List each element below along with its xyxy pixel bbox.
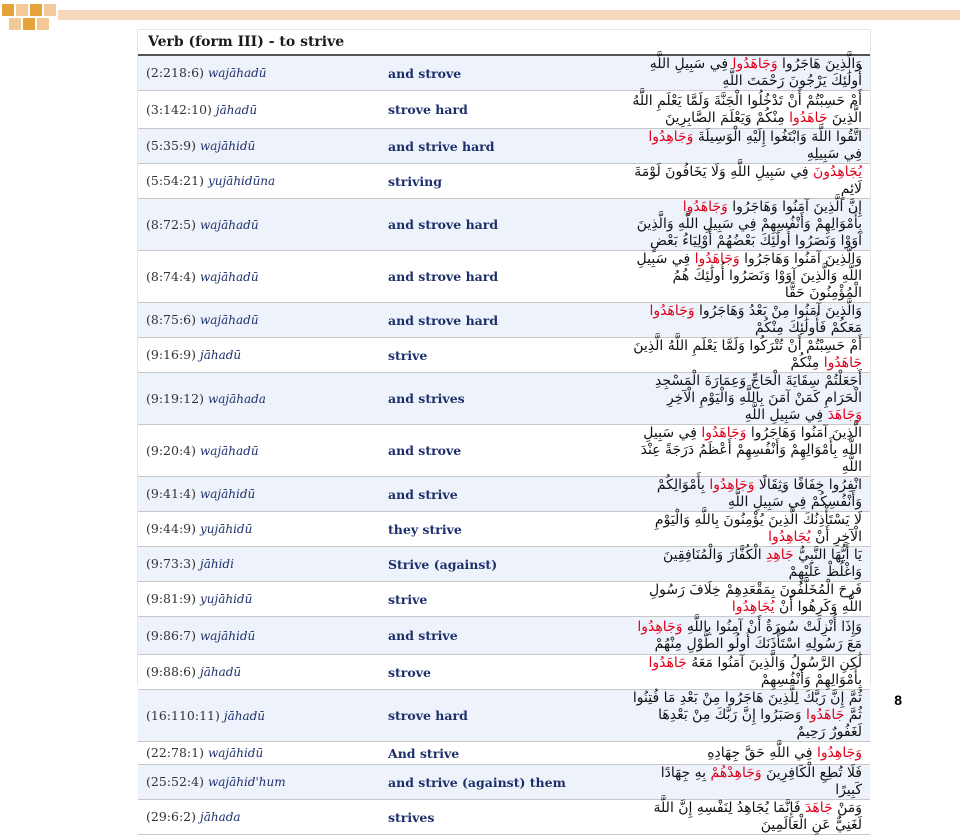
arabic-text-after: فِي سَبِيلِ اللَّهِ وَالَّذِينَ آوَوْا وَنَصَرُوا أُولَٰئِكَ هُمُ الْمُؤْمِنُونَ حَقًّا [636, 251, 862, 301]
verse-reference-cell [138, 512, 382, 547]
verse-reference: (5:35:9) [146, 138, 196, 153]
table-row [138, 582, 870, 617]
arabic-text-before: الَّذِينَ آمَنُوا وَهَاجَرُوا [746, 425, 862, 441]
table-row [138, 742, 870, 765]
arabic-highlighted-verb: يُجَاهِدُوا [768, 529, 811, 545]
deco-square [16, 4, 28, 16]
arabic-highlighted-verb: جَاهَدُوا [789, 109, 828, 126]
english-translation: and strives [382, 373, 626, 425]
table-row [138, 129, 870, 164]
transliteration: yujāhidū [199, 522, 253, 536]
verse-reference-cell [138, 129, 382, 164]
transliteration: wajāhidū [207, 746, 264, 760]
table-row [138, 655, 870, 690]
verse-reference-cell [138, 547, 382, 582]
transliteration: wajāhadū [199, 313, 259, 327]
table-row [138, 765, 870, 800]
verse-reference-cell [138, 742, 382, 765]
arabic-text-after: الْكُفَّارَ وَالْمُنَافِقِينَ وَاغْلُظْ عَلَيْهِمْ [662, 547, 862, 580]
english-translation: strive [382, 338, 626, 373]
arabic-highlighted-verb: جَاهَدُوا [823, 355, 862, 371]
english-translation: and strove [382, 425, 626, 477]
verb-table-panel [138, 30, 870, 833]
english-translation: and strove hard [382, 303, 626, 338]
arabic-text-after: فَإِنَّمَا يُجَاهِدُ لِنَفْسِهِ إِنَّ اللَّهَ لَغَنِيٌّ عَنِ الْعَالَمِينَ [653, 800, 862, 833]
transliteration: wajāhadū [199, 217, 259, 232]
english-translation: and strive [382, 477, 626, 512]
table-row [138, 55, 870, 91]
transliteration: wajāhadū [199, 269, 259, 284]
arabic-verse-cell [626, 582, 870, 617]
verse-reference-cell [138, 164, 382, 199]
verse-reference-cell [138, 800, 382, 835]
arabic-highlighted-verb: وَجَاهَدَ [827, 407, 862, 423]
arabic-text-before: وَالَّذِينَ آمَنُوا مِنْ بَعْدُ وَهَاجَرُوا [694, 303, 862, 319]
verse-reference-cell [138, 251, 382, 303]
arabic-text-after: بِأَمْوَالِكُمْ وَأَنْفُسِكُمْ فِي سَبِيلِ اللَّهِ [656, 477, 862, 510]
verse-reference: (9:88:6) [146, 664, 196, 679]
verse-reference-cell [138, 373, 382, 425]
english-translation: they strive [382, 512, 626, 547]
english-translation: and strive [382, 617, 626, 655]
transliteration: yujāhidūna [207, 174, 276, 188]
verse-reference-cell [138, 477, 382, 512]
verse-reference: (29:6:2) [146, 809, 196, 824]
transliteration: jāhadū [223, 708, 266, 723]
transliteration: yujāhidū [199, 592, 253, 606]
verse-reference: (9:19:12) [146, 390, 204, 406]
arabic-verse-cell [626, 690, 870, 742]
arabic-verse-cell [626, 199, 870, 251]
arabic-highlighted-verb: جَاهَدَ [804, 800, 833, 816]
arabic-highlighted-verb: وَجَاهَدُوا [682, 199, 728, 215]
deco-square [44, 4, 56, 16]
english-translation: strive [382, 582, 626, 617]
english-translation: and strive (against) them [382, 765, 626, 800]
arabic-text-before: إِنَّ الَّذِينَ آمَنُوا وَهَاجَرُوا [727, 199, 862, 215]
arabic-verse-cell [626, 512, 870, 547]
arabic-text-after: فِي اللَّهِ حَقَّ جِهَادِهِ [707, 744, 817, 761]
verse-reference-cell [138, 617, 382, 655]
verse-reference-cell [138, 425, 382, 477]
verb-occurrence-table [138, 30, 870, 835]
arabic-highlighted-verb: وَجَاهَدُوا [694, 251, 740, 267]
verse-reference: (9:73:3) [146, 556, 196, 571]
arabic-verse-cell [626, 251, 870, 303]
arabic-highlighted-verb: وَجَاهِدُوا [637, 618, 683, 635]
arabic-verse-cell [626, 477, 870, 512]
verse-reference: (8:72:5) [146, 216, 196, 232]
arabic-text-after: مَعَ رَسُولِهِ اسْتَأْذَنَكَ أُولُو الطَّوْلِ مِنْهُمْ [654, 635, 862, 652]
english-translation: and strive hard [382, 129, 626, 164]
verse-reference-cell [138, 765, 382, 800]
arabic-verse-cell [626, 55, 870, 91]
arabic-text-before: أَجَعَلْتُمْ سِقَايَةَ الْحَاجِّ وَعِمَارَةَ الْمَسْجِدِ الْحَرَامِ كَمَنْ آمَنَ بِاللَّهِ وَالْيَوْمِ الْآخِرِ [655, 373, 862, 406]
deco-square [23, 18, 35, 30]
arabic-highlighted-verb: جَاهَدُوا [806, 707, 845, 723]
transliteration: wajāhidū [199, 487, 256, 501]
arabic-verse-cell [626, 617, 870, 655]
verse-reference: (2:218:6) [146, 65, 204, 80]
verse-reference-cell [138, 582, 382, 617]
arabic-text-before: وَالَّذِينَ هَاجَرُوا [777, 56, 862, 72]
arabic-text-after: وَصَبَرُوا إِنَّ رَبَّكَ مِنْ بَعْدِهَا لَغَفُورٌ رَحِيمٌ [658, 707, 862, 740]
english-translation: and strove hard [382, 251, 626, 303]
verse-reference: (3:142:10) [146, 101, 212, 117]
deco-square [37, 18, 49, 30]
transliteration: jāhadū [199, 348, 242, 362]
header-bar [58, 10, 960, 20]
arabic-text-before: لَا يَسْتَأْذِنُكَ الَّذِينَ يُؤْمِنُونَ بِاللَّهِ وَالْيَوْمِ الْآخِرِ أَنْ [654, 512, 862, 545]
arabic-highlighted-verb: جَاهِدِ [766, 547, 794, 563]
transliteration: wajāhidū [199, 139, 256, 153]
transliteration: wajāhadū [199, 443, 259, 458]
arabic-verse-cell [626, 765, 870, 800]
verse-reference-cell [138, 55, 382, 91]
verse-reference: (9:44:9) [146, 521, 196, 536]
arabic-highlighted-verb: وَجَاهَدُوا [701, 425, 747, 441]
verse-reference: (25:52:4) [146, 774, 204, 789]
arabic-text-before: انْفِرُوا خِفَافًا وَثِقَالًا [754, 477, 862, 493]
table-title: Verb (form III) - to strive [138, 30, 870, 55]
transliteration: wajāhid'hum [207, 775, 286, 789]
arabic-highlighted-verb: يُجَاهِدُوا [731, 599, 775, 615]
arabic-text-before: اتَّقُوا اللَّهَ وَابْتَغُوا إِلَيْهِ الْوَسِيلَةَ [693, 129, 862, 145]
arabic-text-after: فِي سَبِيلِهِ [806, 146, 862, 162]
arabic-highlighted-verb: وَجَاهِدْهُمْ [710, 765, 762, 781]
verse-reference-cell [138, 655, 382, 690]
arabic-highlighted-verb: وَجَاهِدُوا [648, 129, 694, 145]
header-decoration [0, 0, 960, 34]
table-row [138, 800, 870, 835]
arabic-text-before: أَمْ حَسِبْتُمْ أَنْ تَدْخُلُوا الْجَنَّةَ وَلَمَّا يَعْلَمِ اللَّهُ الَّذِينَ [632, 92, 862, 126]
verse-reference: (8:75:6) [146, 312, 196, 327]
verse-reference-cell [138, 338, 382, 373]
deco-square [30, 4, 42, 16]
verse-reference: (9:81:9) [146, 591, 196, 606]
arabic-verse-cell [626, 547, 870, 582]
arabic-highlighted-verb: جَاهَدُوا [648, 655, 687, 671]
table-row [138, 477, 870, 512]
arabic-highlighted-verb: وَجَاهَدُوا [732, 56, 778, 72]
table-row [138, 425, 870, 477]
transliteration: jāhadū [215, 102, 258, 117]
english-translation: striving [382, 164, 626, 199]
english-translation: strove [382, 655, 626, 690]
arabic-text-before: يَا أَيُّهَا النَّبِيُّ [793, 547, 862, 563]
arabic-text-after: مَعَكُمْ فَأُولَٰئِكَ مِنْكُمْ [755, 320, 862, 336]
arabic-text-before: وَمَنْ [832, 800, 862, 816]
table-row [138, 164, 870, 199]
arabic-highlighted-verb: وَجَاهِدُوا [709, 477, 755, 493]
table-row [138, 91, 870, 129]
arabic-verse-cell [626, 373, 870, 425]
arabic-text-before: فَلَا تُطِعِ الْكَافِرِينَ [761, 765, 862, 781]
arabic-highlighted-verb: وَجَاهِدُوا [816, 744, 862, 761]
arabic-verse-cell [626, 655, 870, 690]
verse-reference: (9:41:4) [146, 486, 196, 501]
table-body [138, 55, 870, 835]
arabic-text-before: وَإِذَا أُنْزِلَتْ سُورَةٌ أَنْ آمِنُوا بِاللَّهِ [682, 618, 862, 635]
arabic-text-after: مِنْكُمْ وَيَعْلَمَ الصَّابِرِينَ [664, 109, 790, 126]
arabic-text-before: وَالَّذِينَ آمَنُوا وَهَاجَرُوا [739, 251, 862, 267]
english-translation: And strive [382, 742, 626, 765]
arabic-verse-cell [626, 164, 870, 199]
table-row [138, 199, 870, 251]
table-row [138, 303, 870, 338]
arabic-verse-cell [626, 425, 870, 477]
table-row [138, 690, 870, 742]
verse-reference-cell [138, 91, 382, 129]
arabic-text-after: بِهِ جِهَادًا كَبِيرًا [660, 765, 862, 798]
english-translation: and strove [382, 55, 626, 91]
transliteration: jāhidi [199, 557, 234, 571]
arabic-verse-cell [626, 800, 870, 835]
arabic-text-before: ثُمَّ إِنَّ رَبَّكَ لِلَّذِينَ هَاجَرُوا مِنْ بَعْدِ مَا فُتِنُوا ثُمَّ [632, 690, 862, 723]
arabic-text-after: فِي سَبِيلِ اللَّهِ أُولَٰئِكَ يَرْجُونَ رَحْمَتَ اللَّهِ [649, 56, 862, 89]
arabic-text-after: بِأَمْوَالِهِمْ وَأَنْفُسِهِمْ [760, 672, 862, 688]
verse-reference: (9:86:7) [146, 627, 196, 643]
verse-reference: (9:16:9) [146, 347, 196, 362]
arabic-verse-cell [626, 303, 870, 338]
arabic-text-after: فِي سَبِيلِ اللَّهِ بِأَمْوَالِهِمْ وَأَنْفُسِهِمْ أَعْظَمُ دَرَجَةً عِنْدَ اللَّهِ [640, 425, 862, 475]
deco-square [9, 18, 21, 30]
transliteration: wajāhada [207, 391, 266, 406]
arabic-highlighted-verb: يُجَاهِدُونَ [813, 164, 862, 180]
table-row [138, 512, 870, 547]
arabic-text-after: بِأَمْوَالِهِمْ وَأَنْفُسِهِمْ فِي سَبِيلِ اللَّهِ وَالَّذِينَ آوَوْا وَنَصَرُوا أُولَٰئِكَ بَعْضُهُمْ أَوْلِيَاءُ بَعْضٍ [636, 216, 862, 249]
arabic-text-after: فِي سَبِيلِ اللَّهِ وَلَا يَخَافُونَ لَوْمَةَ لَائِمٍ [634, 164, 862, 197]
table-header-row [138, 30, 870, 55]
verse-reference: (16:110:11) [146, 707, 220, 723]
verse-reference: (9:20:4) [146, 442, 196, 458]
arabic-text-before: أَمْ حَسِبْتُمْ أَنْ تُتْرَكُوا وَلَمَّا يَعْلَمِ اللَّهُ الَّذِينَ [633, 338, 862, 354]
arabic-verse-cell [626, 338, 870, 373]
table-row [138, 617, 870, 655]
arabic-text-after: مِنْكُمْ [790, 355, 824, 371]
arabic-verse-cell [626, 129, 870, 164]
english-translation: and strove hard [382, 199, 626, 251]
verse-reference: (8:74:4) [146, 268, 196, 284]
english-translation: strove hard [382, 91, 626, 129]
page-number: 8 [894, 692, 902, 708]
english-translation: Strive (against) [382, 547, 626, 582]
english-translation: strove hard [382, 690, 626, 742]
arabic-text-before: فَرِحَ الْمُخَلَّفُونَ بِمَقْعَدِهِمْ خِلَافَ رَسُولِ اللَّهِ وَكَرِهُوا أَنْ [648, 582, 862, 615]
transliteration: jāhadū [199, 665, 242, 679]
table-row [138, 251, 870, 303]
arabic-text-after: فِي سَبِيلِ اللَّهِ [744, 407, 828, 423]
arabic-text-before: لَٰكِنِ الرَّسُولُ وَالَّذِينَ آمَنُوا مَعَهُ [686, 655, 862, 671]
table-row [138, 338, 870, 373]
table-row [138, 373, 870, 425]
transliteration: jāhada [199, 810, 241, 824]
transliteration: wajāhidū [199, 628, 256, 643]
verse-reference: (5:54:21) [146, 173, 204, 188]
transliteration: wajāhadū [207, 66, 267, 80]
arabic-highlighted-verb: وَجَاهَدُوا [649, 303, 695, 319]
verse-reference: (22:78:1) [146, 745, 204, 760]
english-translation: strives [382, 800, 626, 835]
arabic-verse-cell [626, 742, 870, 765]
deco-square [2, 4, 14, 16]
verse-reference-cell [138, 303, 382, 338]
table-row [138, 547, 870, 582]
arabic-verse-cell [626, 91, 870, 129]
verse-reference-cell [138, 199, 382, 251]
verse-reference-cell [138, 690, 382, 742]
